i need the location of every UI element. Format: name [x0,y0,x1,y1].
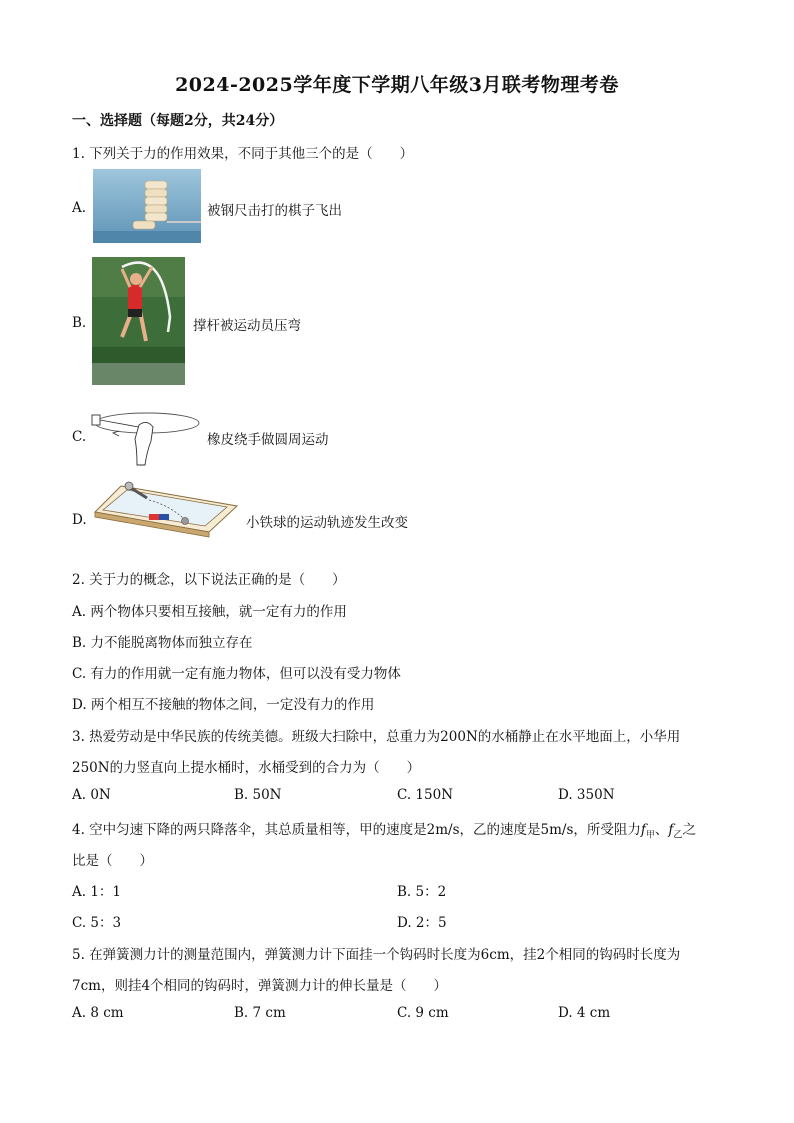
page-title: 2024-2025学年度下学期八年级3月联考物理考卷 [175,74,619,96]
q5-option-c: C. 9 cm [397,1005,449,1021]
q5-option-d: D. 4 cm [558,1005,611,1021]
question-5-stem-line1: 5. 在弹簧测力计的测量范围内，弹簧测力计下面挂一个钩码时长度为6cm，挂2个相同的钩码时长度为 [72,947,681,963]
question-3-stem-line2: 250N的力竖直向上提水桶时，水桶受到的合力为（ ） [72,760,421,776]
q1-option-b-label: B. [72,315,87,331]
q4-force-symbol-1: f [640,822,646,838]
q1-option-c-text: 橡皮绕手做圆周运动 [207,432,329,448]
q4-force-symbol-2: f [668,822,674,838]
q4-subscript-jia: 甲 [645,830,655,841]
checker-strike-image [93,169,201,243]
q1-option-a-text: 被钢尺击打的棋子飞出 [207,203,342,219]
q2-option-a: A. 两个物体只要相互接触，就一定有力的作用 [72,604,347,620]
iron-ball-magnet-image [91,476,239,538]
q3-option-c: C. 150N [397,787,454,803]
question-4-stem-line2: 比是（ ） [72,853,153,869]
q3-option-b: B. 50N [234,787,282,803]
q4-option-d: D. 2：5 [397,915,447,931]
q4-option-c: C. 5：3 [72,915,122,931]
q1-option-c-label: C. [72,429,87,445]
q5-option-b: B. 7 cm [234,1005,286,1021]
q4-subscript-yi: 乙 [673,830,683,841]
section-heading: 一、选择题（每题2分，共24分） [72,113,284,129]
question-2-stem: 2. 关于力的概念，以下说法正确的是（ ） [72,572,346,588]
q1-option-d-text: 小铁球的运动轨迹发生改变 [246,515,408,531]
question-3-stem-line1: 3. 热爱劳动是中华民族的传统美德。班级大扫除中，总重力为200N的水桶静止在水平地面上，小华用 [72,729,681,745]
question-4-stem-line1 [72,818,696,841]
question-5-stem-line2: 7cm，则挂4个相同的钩码时，弹簧测力计的伸长量是（ ） [72,978,448,994]
q4-tail: 之 [682,822,696,838]
q1-option-a-label: A. [72,200,87,216]
q2-option-b: B. 力不能脱离物体而独立存在 [72,635,253,651]
q4-option-a: A. 1：1 [72,884,122,900]
q5-option-a: A. 8 cm [72,1005,124,1021]
q3-option-d: D. 350N [558,787,615,803]
q1-option-d-label: D. [72,512,87,528]
pole-vault-image [92,257,185,385]
q3-option-a: A. 0N [72,787,111,803]
q4-option-b: B. 5：2 [397,884,447,900]
circular-motion-image [89,405,201,467]
q4-stem-text: 4. 空中匀速下降的两只降落伞，其总质量相等，甲的速度是2m/s，乙的速度是5m/s，所受阻力 [72,822,641,838]
q2-option-c: C. 有力的作用就一定有施力物体，但可以没有受力物体 [72,666,401,682]
q4-separator: 、 [654,822,669,838]
question-1-stem: 1. 下列关于力的作用效果，不同于其他三个的是（ ） [72,146,414,162]
q1-option-b-text: 撑杆被运动员压弯 [193,318,301,334]
q2-option-d: D. 两个相互不接触的物体之间，一定没有力的作用 [72,697,375,713]
